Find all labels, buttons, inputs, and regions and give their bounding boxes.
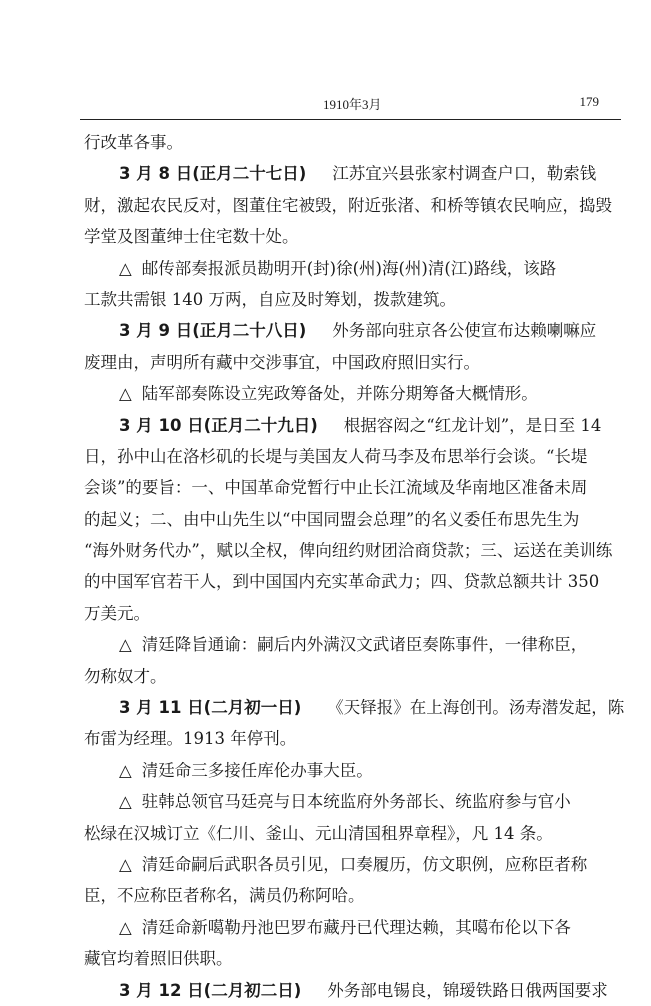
text-line xyxy=(84,692,625,723)
text-line xyxy=(84,535,625,566)
entry-date: 3 月 9 日(正月二十八日) xyxy=(119,321,307,341)
line-text: “海外财务代办”，赋以全权，俾向纽约财团洽商贷款；三、运送在美训练 xyxy=(84,541,613,561)
text-line xyxy=(84,410,625,441)
text-line xyxy=(84,190,625,221)
triangle-marker: △ xyxy=(119,917,132,937)
line-text: 的起义；二、由中山先生以“中国同盟会总理”的名义委任布思先生为 xyxy=(84,509,580,529)
text-line xyxy=(84,975,625,1006)
line-text: 万美元。 xyxy=(84,603,150,623)
text-line xyxy=(84,158,625,189)
triangle-marker: △ xyxy=(119,760,132,780)
text-line xyxy=(84,661,625,692)
line-text: 松绿在汉城订立《仁川、釜山、元山清国租界章程》，凡 14 条。 xyxy=(84,823,553,843)
line-text: 外务部电锡良，锦瑷铁路日俄两国要求 xyxy=(327,980,608,1000)
text-line xyxy=(84,472,625,503)
line-text: 清廷降旨通谕：嗣后内外满汉文武诸臣奏陈事件，一律称臣， xyxy=(141,635,588,655)
entry-date: 3 月 11 日(二月初一日) xyxy=(119,698,302,718)
text-line xyxy=(84,284,625,315)
line-text: 清廷命新噶勒丹池巴罗布藏丹已代理达赖，其噶布伦以下各 xyxy=(141,917,571,937)
page-body xyxy=(84,127,625,1006)
triangle-marker: △ xyxy=(119,258,132,278)
text-line xyxy=(84,221,625,252)
text-line xyxy=(84,378,625,409)
running-header xyxy=(80,94,621,116)
text-line xyxy=(84,598,625,629)
triangle-marker: △ xyxy=(119,384,132,404)
line-text: 邮传部奏报派员勘明开(封)徐(州)海(州)清(江)路线，该路 xyxy=(141,258,557,278)
line-text: 废理由，声明所有藏中交涉事宜，中国政府照旧实行。 xyxy=(84,352,480,372)
line-text: 日，孙中山在洛杉矶的长堤与美国友人荷马李及布思举行会谈。“长堤 xyxy=(84,446,588,466)
text-line xyxy=(84,504,625,535)
line-text: 外务部向驻京各公使宣布达赖喇嘛应 xyxy=(332,321,597,341)
entry-date: 3 月 8 日(正月二十七日) xyxy=(119,164,307,184)
line-text: 财，激起农民反对，图董住宅被毁，附近张渚、和桥等镇农民响应，捣毁 xyxy=(84,195,612,215)
line-text: 清廷命嗣后武职各员引见，口奏履历，仿文职例，应称臣者称 xyxy=(141,854,588,874)
header-title: 1910年3月 xyxy=(323,97,382,112)
line-text: 会谈”的要旨：一、中国革命党暂行中止长江流域及华南地区准备未周 xyxy=(84,478,588,498)
line-text: 江苏宜兴县张家村调查户口，勒索钱 xyxy=(332,164,597,184)
text-line xyxy=(84,723,625,754)
line-text: 行改革各事。 xyxy=(84,133,183,152)
header-rule xyxy=(80,119,621,120)
line-text: 学堂及图董绅士住宅数十处。 xyxy=(84,227,299,247)
line-text: 藏官均着照旧供职。 xyxy=(84,949,233,969)
line-text: 布雷为经理。1913 年停刊。 xyxy=(84,729,297,749)
line-text: 臣，不应称臣者称名，满员仍称阿哈。 xyxy=(84,886,365,906)
page-number: 179 xyxy=(579,94,599,109)
line-text: 根据容闳之“红龙计划”，是日至 14 xyxy=(343,415,602,435)
text-line xyxy=(84,818,625,849)
text-line xyxy=(84,943,625,974)
triangle-marker: △ xyxy=(119,635,132,655)
text-line xyxy=(84,253,625,284)
line-text: 勿称奴才。 xyxy=(84,666,167,686)
triangle-marker: △ xyxy=(119,854,132,874)
line-text: 工款共需银 140 万两，自应及时筹划，拨款建筑。 xyxy=(84,289,456,309)
text-line xyxy=(84,315,625,346)
text-line xyxy=(84,849,625,880)
line-text: 陆军部奏陈设立宪政筹备处，并陈分期筹备大概情形。 xyxy=(141,384,538,404)
triangle-marker: △ xyxy=(119,792,132,812)
entry-date: 3 月 10 日(正月二十九日) xyxy=(119,415,318,435)
line-text: 清廷命三多接任库伦办事大臣。 xyxy=(141,760,373,780)
text-line xyxy=(84,912,625,943)
text-line xyxy=(84,441,625,472)
text-line xyxy=(84,755,625,786)
text-line xyxy=(84,566,625,597)
text-line xyxy=(84,629,625,660)
line-text: 的中国军官若干人，到中国国内充实革命武力；四、贷款总额共计 350 xyxy=(84,572,600,592)
text-line xyxy=(84,127,625,158)
entry-date: 3 月 12 日(二月初二日) xyxy=(119,980,302,1000)
text-line xyxy=(84,347,625,378)
line-text: 驻韩总领官马廷亮与日本统监府外务部长、统监府参与官小 xyxy=(141,792,571,812)
text-line xyxy=(84,880,625,911)
text-line xyxy=(84,786,625,817)
line-text: 《天铎报》在上海创刊。汤寿潜发起，陈 xyxy=(327,698,625,718)
